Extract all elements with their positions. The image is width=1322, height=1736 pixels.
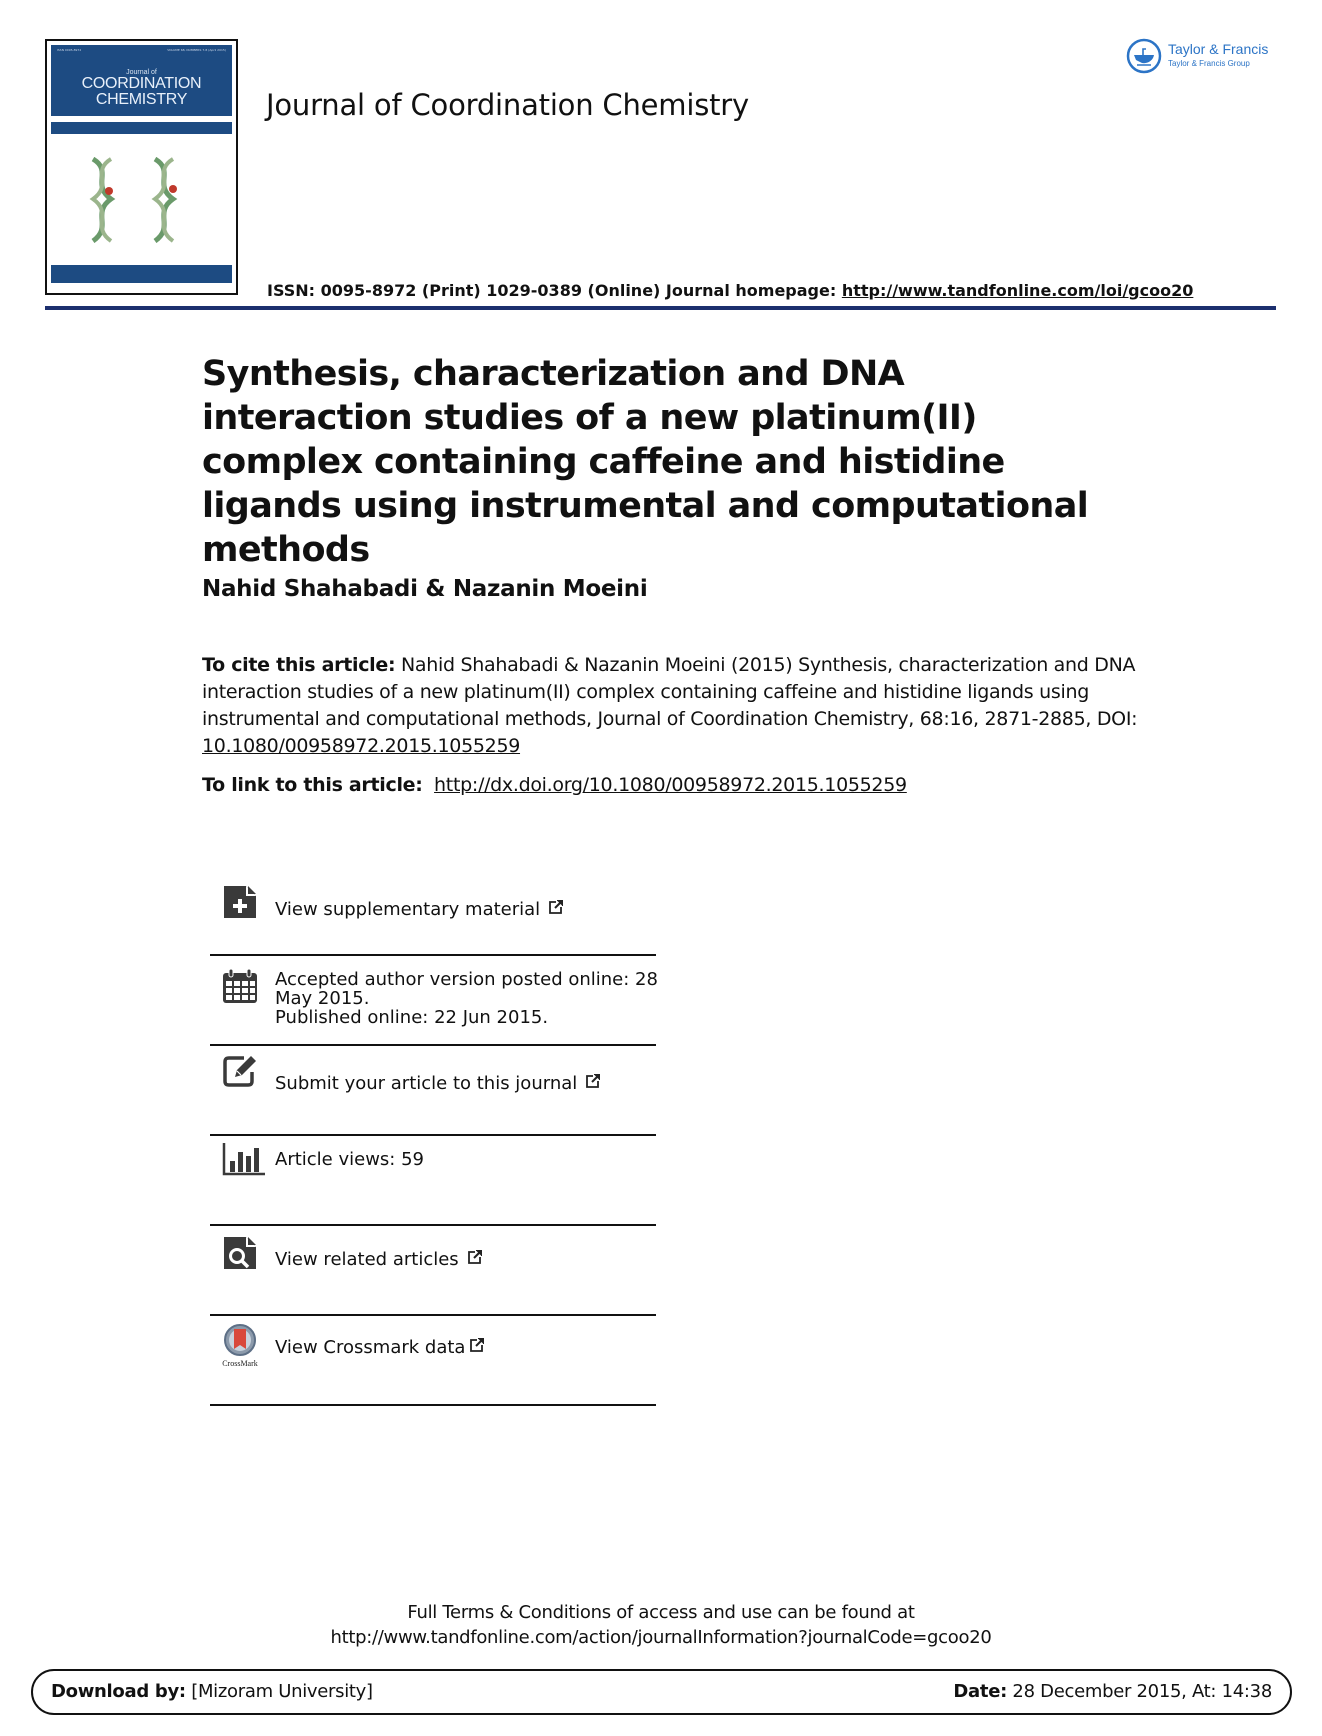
- calendar-icon: [222, 968, 258, 1004]
- doi-link[interactable]: 10.1080/00958972.2015.1055259: [202, 735, 521, 757]
- external-link-icon: [466, 1249, 483, 1266]
- edit-icon: [222, 1052, 258, 1088]
- terms-text: Full Terms & Conditions of access and use can be found at: [407, 1602, 915, 1623]
- journal-homepage-link[interactable]: http://www.tandfonline.com/loi/gcoo20: [841, 281, 1194, 300]
- journal-cover-image: [45, 39, 238, 295]
- article-title: Synthesis, characterization and DNA interaction studies of a new platinum(II) complex containing caffeine and histidine ligands using instrumental and computational methods: [202, 354, 1089, 570]
- link-label: View related articles: [275, 1249, 459, 1270]
- cite-label: To cite this article:: [202, 654, 396, 676]
- cover-journal-of: Journal of: [126, 69, 157, 76]
- bar-chart-icon: [222, 1141, 266, 1177]
- article-doi-url-link[interactable]: http://dx.doi.org/10.1080/00958972.2015.1055259: [434, 774, 907, 796]
- submit-article-link[interactable]: [210, 1046, 656, 1134]
- svg-text:CrossMark: CrossMark: [222, 1359, 258, 1368]
- file-search-icon: [222, 1235, 258, 1271]
- supplementary-material-link[interactable]: [210, 870, 656, 954]
- download-date: Date: 28 December 2015, At: 14:38: [953, 1681, 1272, 1702]
- accepted-date-cont: May 2015.: [275, 988, 370, 1009]
- views-count: Article views: 59: [275, 1149, 424, 1170]
- issn-line: ISSN: 0095-8972 (Print) 1029-0389 (Online) Journal homepage: http://www.tandfonline.com/loi/gcoo20: [267, 281, 1194, 300]
- article-link-line: [202, 774, 907, 796]
- article-authors: Nahid Shahabadi & Nazanin Moeini: [202, 576, 648, 602]
- published-date: Published online: 22 Jun 2015.: [275, 1007, 549, 1028]
- accepted-date: Accepted author version posted online: 28: [275, 969, 658, 990]
- terms-url[interactable]: http://www.tandfonline.com/action/journalInformation?journalCode=gcoo20: [330, 1627, 992, 1648]
- journal-title: Journal of Coordination Chemistry: [266, 88, 749, 122]
- cover-publisher-band: [51, 265, 232, 283]
- external-link-icon: [468, 1337, 485, 1354]
- crossmark-link[interactable]: [210, 1316, 656, 1404]
- crossmark-icon: [218, 1322, 262, 1368]
- file-plus-icon: [222, 884, 258, 920]
- dna-helix-icon: [85, 157, 119, 243]
- cover-title: COORDINATION CHEMISTRY: [81, 75, 202, 108]
- divider: [210, 1404, 656, 1406]
- link-label: To link to this article:: [202, 774, 423, 796]
- header-divider: [45, 306, 1276, 310]
- cite-text: Nahid Shahabadi & Nazanin Moeini (2015) Synthesis, characterization and DNA interaction studies of a new platinum(II) complex containing caffeine and histidine ligands using instrumental and computational methods, Journal of Coordination Chemistry, 68:16, 2871-2885, DOI:: [202, 654, 1138, 730]
- cover-title-band: [51, 45, 232, 116]
- download-by: Download by: [Mizoram University]: [51, 1681, 373, 1702]
- external-link-icon: [547, 899, 564, 916]
- citation-block: [202, 652, 1142, 760]
- publisher-name: Taylor & Francis: [1168, 41, 1269, 57]
- link-label: View supplementary material: [275, 899, 541, 920]
- cover-issn: ISSN 0095-8972: [57, 48, 82, 52]
- publisher-logo: [1126, 38, 1286, 78]
- download-info-bar: [31, 1669, 1292, 1715]
- taylor-francis-lamp-icon: [1126, 38, 1162, 74]
- link-label: Submit your article to this journal: [275, 1073, 578, 1094]
- article-views: [210, 1136, 656, 1224]
- cover-volume: VOLUME 68, NUMBERS 7-8 (April 2015): [167, 48, 226, 52]
- terms-notice: [0, 1600, 1322, 1650]
- cover-editor-band: [51, 122, 232, 134]
- publication-dates: [210, 956, 656, 1044]
- dna-helix-icon: [147, 157, 181, 243]
- link-label: View Crossmark data: [275, 1337, 466, 1358]
- publisher-group: Taylor & Francis Group: [1168, 59, 1250, 68]
- related-articles-link[interactable]: [210, 1226, 656, 1314]
- external-link-icon: [584, 1073, 601, 1090]
